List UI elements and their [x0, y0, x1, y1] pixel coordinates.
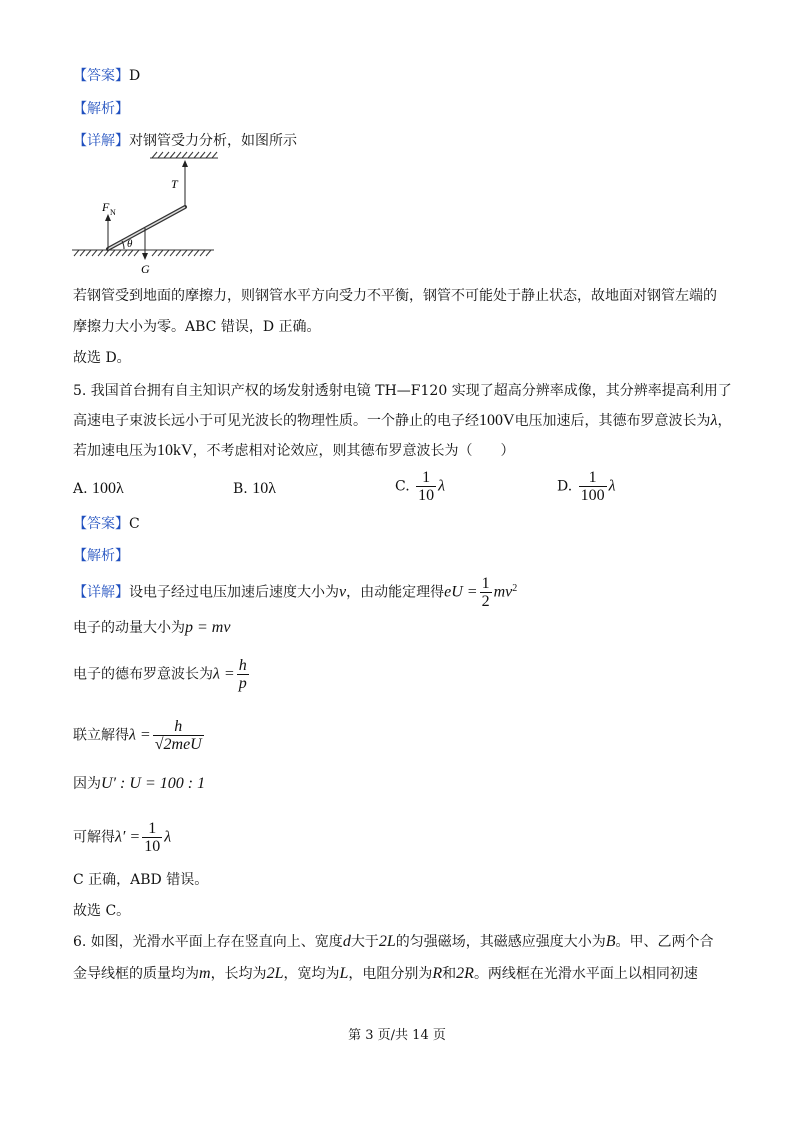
var-L: L — [339, 965, 349, 982]
lambda-symbol: λ — [164, 828, 172, 846]
q4-analysis-tag: 【解析】 — [73, 101, 129, 117]
q4-answer-line — [73, 66, 140, 86]
steel-pipe-highlight — [108, 207, 185, 249]
equation: λ = — [129, 726, 151, 744]
detail-text: 对钢管受力分析，如图所示 — [129, 133, 297, 149]
option-d-numerator: 1 — [579, 469, 607, 487]
tension-arrowhead — [182, 160, 188, 167]
label-G: G — [141, 262, 150, 276]
superscript: 2 — [512, 582, 518, 594]
option-c — [395, 469, 445, 504]
ceiling — [150, 152, 218, 158]
detail-tag: 【详解】 — [73, 133, 129, 149]
q5-stem-line-2 — [73, 411, 732, 431]
option-b-label: B. — [233, 481, 248, 497]
stem-text: 的匀强磁场，其磁感应强度大小为 — [395, 934, 606, 950]
fraction-h-over-p — [237, 657, 249, 692]
option-c-fraction — [416, 469, 436, 504]
var-2R: 2R — [456, 965, 474, 982]
option-d-fraction — [579, 469, 607, 504]
stem-text: ，电阻分别为 — [348, 966, 433, 982]
var-m: m — [199, 965, 211, 982]
numerator: 1 — [142, 820, 162, 838]
q4-body-line-1: 若钢管受到地面的摩擦力，则钢管水平方向受力不平衡，钢管不可能处于静止状态，故地面对钢管左端的 — [73, 288, 717, 304]
option-c-denominator: 10 — [418, 487, 435, 504]
numerator: h — [153, 718, 204, 736]
detail-text: ，由动能定理得 — [346, 584, 445, 601]
label-F: F — [102, 200, 110, 214]
var-B: B — [605, 933, 616, 950]
option-d-label: D. — [557, 478, 573, 495]
stem-text: 6. 如图，光滑水平面上存在竖直向上、宽度 — [73, 934, 343, 950]
answer-value: D — [129, 68, 141, 84]
q5-detail-line-2 — [73, 618, 230, 638]
stem-text: ， — [717, 413, 732, 429]
answer-tag: 【答案】 — [73, 516, 129, 532]
detail-text: 电子的动量大小为 — [73, 620, 185, 636]
q5-conclusion: 故选 C。 — [73, 903, 131, 919]
denominator: 2 — [481, 593, 490, 610]
q5-detail-line-3 — [73, 657, 251, 692]
stem-text: 。甲、乙两个合 — [615, 934, 714, 950]
option-b-value: 10λ — [252, 480, 276, 497]
stem-text: 大于 — [350, 934, 379, 950]
option-a-value: 100λ — [92, 480, 124, 497]
denominator: 10 — [144, 838, 161, 855]
q6-stem-line-2 — [73, 964, 698, 984]
equation: eU = — [444, 583, 478, 601]
var-v: v — [339, 583, 347, 601]
q6-stem-line-1 — [73, 932, 714, 952]
detail-text: 电子的德布罗意波长为 — [73, 666, 213, 683]
q5-detail-line-5 — [73, 774, 205, 794]
label-theta: θ — [127, 238, 133, 250]
equation: U′ : U = 100 : 1 — [101, 775, 206, 792]
detail-tag: 【详解】 — [73, 584, 129, 601]
var-2L: 2L — [266, 965, 284, 982]
option-d-lambda: λ — [608, 477, 616, 495]
option-a — [73, 479, 124, 499]
q5-stem-line-3 — [73, 441, 515, 461]
equation: p = mv — [185, 619, 231, 636]
answer-value: C — [129, 516, 140, 532]
answer-tag: 【答案】 — [73, 68, 129, 84]
stem-text: ，宽均为 — [283, 966, 340, 982]
q4-conclusion: 故选 D。 — [73, 350, 131, 366]
option-d — [557, 469, 616, 504]
option-b — [233, 479, 276, 499]
numerator: 1 — [481, 575, 490, 592]
stem-text: 高速电子束波长远小于可见光波长的物理性质。一个静止的电子经 — [73, 413, 479, 429]
equation: λ′ = — [115, 828, 141, 846]
q5-analysis-tag: 【解析】 — [73, 548, 129, 564]
lambda-symbol: λ — [710, 412, 718, 429]
fraction-half — [480, 575, 492, 610]
fraction-h-over-sqrt — [153, 718, 204, 753]
option-c-label: C. — [395, 478, 410, 495]
page-footer: 第 3 页/共 14 页 — [348, 1028, 446, 1043]
force-diagram — [68, 150, 228, 280]
option-d-denominator: 100 — [580, 487, 605, 504]
option-c-lambda: λ — [438, 477, 446, 495]
fraction-one-tenth — [142, 820, 162, 855]
q5-detail-line-4 — [73, 718, 206, 753]
var-R: R — [432, 965, 443, 982]
q5-detail-line-1 — [73, 575, 517, 610]
equation-tail: mv — [493, 583, 513, 601]
stem-text: 电压加速后，其德布罗意波长为 — [514, 413, 711, 429]
detail-text: 联立解得 — [73, 727, 129, 744]
var-2L: 2L — [378, 933, 396, 950]
equation: λ = — [213, 665, 235, 683]
q4-body-line-2: 摩擦力大小为零。ABC 错误，D 正确。 — [73, 319, 321, 335]
q5-detail-line-7: C 正确，ABD 错误。 — [73, 872, 209, 888]
q5-answer-line — [73, 514, 140, 534]
option-a-label: A. — [73, 481, 88, 497]
q5-stem-line-1: 5. 我国首台拥有自主知识产权的场发射透射电镜 TH—F120 实现了超高分辨率成像，其分辨率提高利用了 — [73, 383, 732, 399]
denominator: √2meU — [154, 736, 202, 753]
denominator: p — [238, 675, 247, 692]
numerator: h — [238, 657, 247, 674]
label-N: N — [110, 208, 116, 217]
detail-text: 可解得 — [73, 829, 115, 846]
q5-detail-line-6 — [73, 820, 171, 855]
detail-text: 因为 — [73, 776, 101, 792]
gravity-arrowhead — [142, 253, 148, 260]
voltage-value: 10kV — [157, 442, 193, 459]
label-T: T — [171, 177, 178, 191]
stem-text: 金导线框的质量均为 — [73, 966, 199, 982]
voltage-value: 100V — [479, 412, 515, 429]
stem-text: 和 — [442, 966, 457, 982]
stem-text: 若加速电压为 — [73, 443, 157, 459]
stem-text: ，长均为 — [210, 966, 267, 982]
detail-text: 设电子经过电压加速后速度大小为 — [129, 584, 339, 601]
var-d: d — [342, 933, 351, 950]
option-c-numerator: 1 — [416, 469, 436, 487]
stem-text: 。两线框在光滑水平面上以相同初速 — [473, 966, 698, 982]
q4-detail-line — [73, 131, 297, 151]
stem-text: ，不考虑相对论效应，则其德布罗意波长为（ ） — [192, 443, 515, 459]
